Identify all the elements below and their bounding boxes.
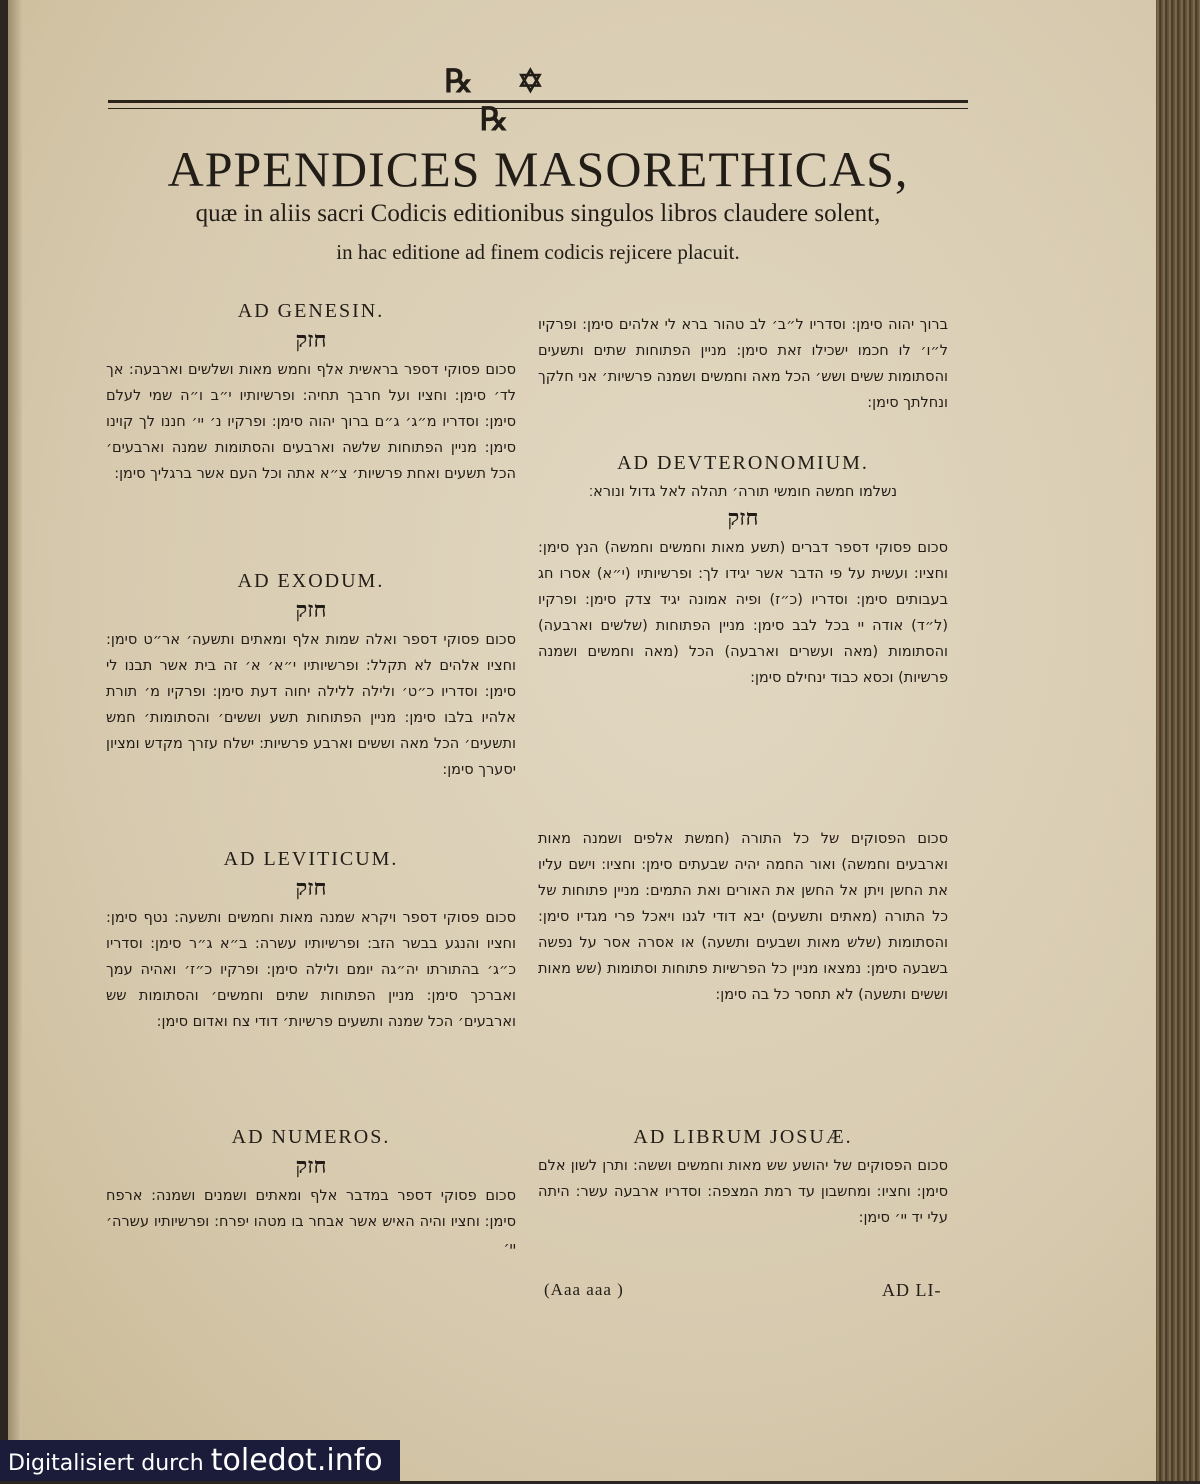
section-heading: AD LIBRUM JOSUÆ.	[633, 1126, 853, 1148]
page-title: APPENDICES MASORETHICAS,	[167, 141, 909, 197]
section-numbers-end	[538, 312, 948, 416]
book-page	[8, 0, 1156, 1481]
section-torah-total	[538, 826, 948, 1008]
masoretic-note: ברוך יהוה סימן: וסדריו ל״ב׳ לב טהור ברא לי אלהים סימן: ופרקיו ל״ו׳ לו חכמו ישכילו זאת סימן: מניין הפתוחות שתים ותשעים והסתומות ששים ושש׳ הכל מאה וחמשים ושמנה פרשיות׳ אני חלקך ונחלתך סימן:	[537, 317, 948, 411]
header-ornament: ℞ ✡ ℞	[444, 63, 562, 137]
section-heading: AD NUMEROS.	[231, 1126, 391, 1148]
masoretic-note: סכום הפסוקים של כל התורה (חמשת אלפים ושמנה מאות וארבעים וחמשה) ואור החמה יהיה שבעתים סימן: וחציו: וישם עליו את החשן ויתן אל החשן את האורים ואת התמים: מניין פתוחות של כל התורה (מאתים ותשעים) יבא דודי לגנו ויאכל פרי מגדיו סימן: והסתומות (שלש מאות ושבעים ותשעה) או אסרה אסר על נפשה בשבעה סימן: נמצאו מניין כל הפרשיות פתוחות וסתומות (שש מאות וששים ותשעה) לא תחסר כל בה סימן:	[538, 831, 948, 1003]
section-blessing: חזק	[295, 327, 327, 352]
section-blessing: חזק	[295, 875, 327, 900]
torah-completion-note: נשלמו חמשה חומשי תורה׳ תהלה לאל גדול ונורא׃	[588, 484, 898, 500]
watermark-prefix: Digitalisiert durch	[8, 1451, 211, 1476]
section-heading: AD GENESIN.	[237, 300, 385, 322]
section-leviticus	[106, 848, 516, 1035]
book-edge	[1156, 0, 1200, 1481]
masoretic-note: סכום פסוקי דספר במדבר אלף ומאתים ושמנים ושמנה: ארפח סימן: וחציו והיה האיש אשר אבחר בו מטהו יפרח: ופרשיותיו עשרה׳ יי׳	[106, 1188, 516, 1256]
masoretic-note: סכום הפסוקים של יהושע שש מאות וחמשים וששה: ותרן לשון אלם סימן: וחציו: ומחשבון עד רמת המצפה: וסדריו ארבעה עשר: היתה עלי יד יי׳ סימן:	[538, 1158, 948, 1226]
section-heading: AD DEVTERONOMIUM.	[617, 452, 869, 474]
catchword: AD LI-	[882, 1280, 942, 1300]
watermark-site: toledot.info	[210, 1443, 383, 1478]
page-subtitle-line2: in hac editione ad finem codicis rejicere placuit.	[336, 240, 740, 264]
digitization-watermark	[0, 1440, 400, 1481]
section-exodus	[106, 570, 516, 783]
section-heading: AD EXODUM.	[237, 570, 385, 592]
page-subtitle: quæ in aliis sacri Codicis editionibus singulos libros claudere solent,	[195, 200, 881, 227]
masoretic-note: סכום פסוקי דספר ויקרא שמנה מאות וחמשים ותשעה: נטף סימן: וחציו והנגע בבשר הזב: ופרשיותיו עשרה: ב״א ג״ר סימן: וסדריו כ״ג׳ בהתורתו יה״גה יומם ולילה סימן: ופרקיו כ״ז׳ ואהיה עמך ואברכך סימן: מניין הפתוחות שתים וחמשים׳ והסתומות שש וארבעים׳ הכל שמנה ותשעים פרשיות׳ דודי צח ואדום סימן:	[106, 910, 516, 1030]
masoretic-note: סכום פסוקי דספר דברים (תשע מאות וחמשים וחמשה) הנץ סימן: וחציו: ועשית על פי הדבר אשר יגידו לך: ופרשיותיו (י״א) אסרו חג בעבותים סימן: וסדריו (כ״ז) ופיה אמונה יגיד צדק סימן: ופרקיו (ל״ד) אודה יי בכל לבב סימן: מניין הפתוחות (שלשים וארבעה) והסתומות (מאה ועשרים וארבעה) הכל (מאה וחמשים ושמנה פרשיות) וכסא כבוד ינחילם סימן:	[538, 540, 948, 686]
section-numbers	[106, 1126, 516, 1261]
signature-mark: (Aaa aaa )	[544, 1280, 624, 1299]
section-genesis	[106, 300, 516, 487]
masoretic-note: סכום פסוקי דספר ואלה שמות אלף ומאתים ותשעה׳ אר״ט סימן: וחציו אלהים לא תקלל: ופרשיותיו י״א׳ א׳ זה בית אשר תבנו לי סימן: וסדריו כ״ט׳ ולילה ללילה יחוה דעת סימן: ופרקיו מ׳ תורת אלהיו בלבו סימן: מניין הפתוחות תשע וששים׳ והסתומות׳ חמש ותשעים׳ הכל מאה וששים וארבע פרשיות: ישלח עזרך מקדש ומציון יסערך סימן:	[106, 632, 516, 778]
section-heading: AD LEVITICUM.	[223, 848, 399, 870]
section-blessing: חזק	[295, 597, 327, 622]
masoretic-note: סכום פסוקי דספר בראשית אלף וחמש מאות ושלשים וארבעה: אך לד׳ סימן: וחציו ועל חרבך תחיה: ופרשיותיו י״ב ו״ה שמי לעלם סימן: וסדריו מ״ג׳ ג״ם ברוך יהוה סימן: ופרקיו נ׳ יי׳ חננו לך קוינו סימן: מניין הפתוחות שלשה וארבעים והסתומות שמנה וארבעים׳ הכל תשעים ואחת פרשיות׳ צ״א אתה וכל העם אשר ברגליך סימן:	[106, 362, 516, 482]
section-blessing: חזק	[295, 1153, 327, 1178]
section-blessing: חזק	[727, 505, 759, 530]
page-gutter	[8, 0, 22, 1481]
header-rule	[108, 100, 968, 109]
section-joshua	[538, 1126, 948, 1231]
section-deuteronomy	[538, 452, 948, 691]
